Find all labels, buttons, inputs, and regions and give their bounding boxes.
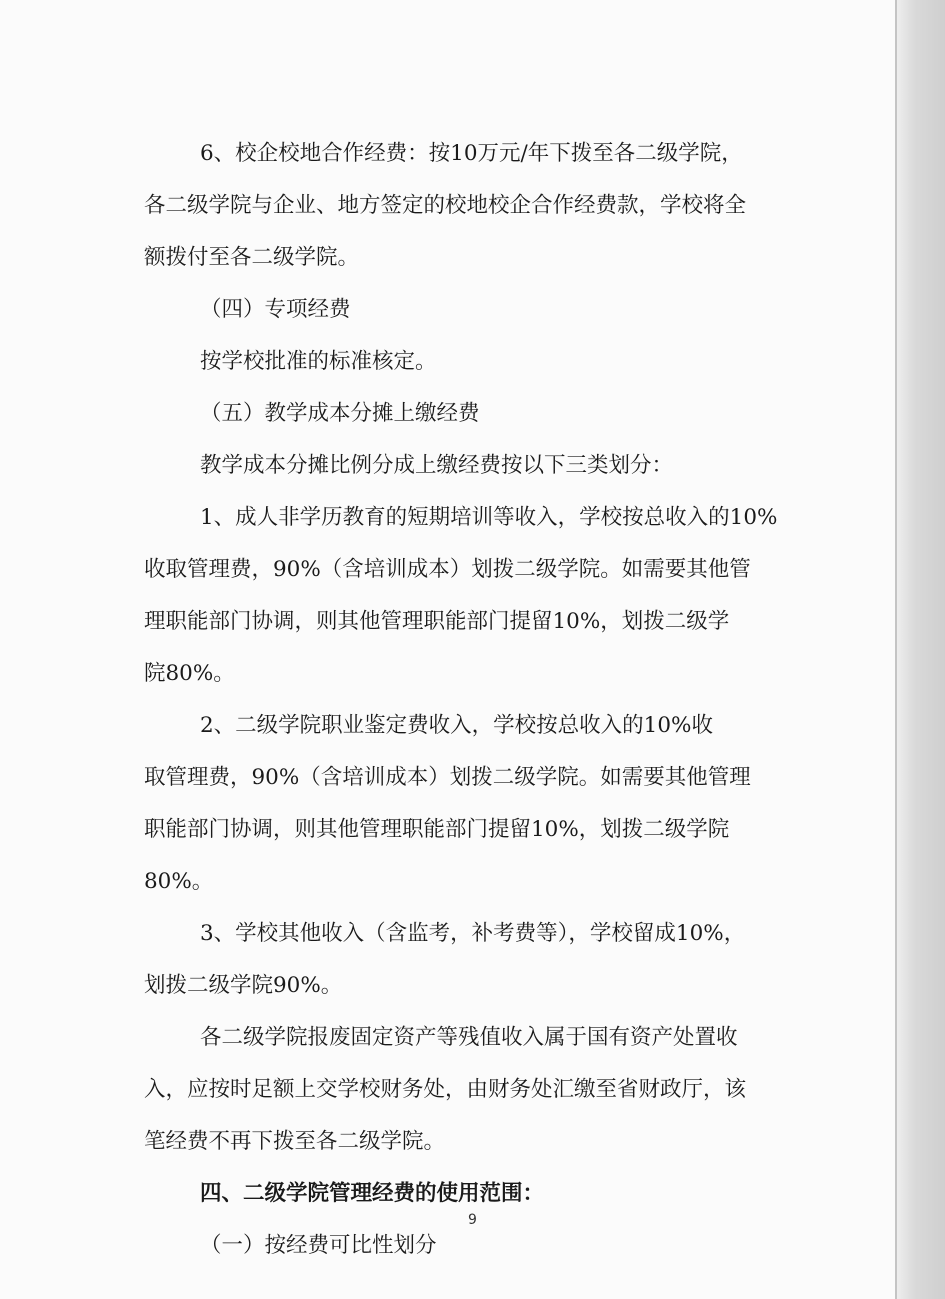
paragraph-line: 80%。 [144,869,214,894]
paragraph-line: 笔经费不再下拨至各二级学院。 [144,1129,446,1154]
scan-edge-shadow [895,0,945,1299]
paragraph-line: 取管理费，90%（含培训成本）划拨二级学院。如需要其他管理 [144,765,751,790]
paragraph-line: 2、二级学院职业鉴定费收入，学校按总收入的10%收 [200,713,713,738]
section-heading: （五）教学成本分摊上缴经费 [200,401,480,426]
paragraph-line: 收取管理费，90%（含培训成本）划拨二级学院。如需要其他管 [144,557,751,582]
paragraph-line: 各二级学院报废固定资产等残值收入属于国有资产处置收 [200,1025,738,1050]
paragraph-line: 教学成本分摊比例分成上缴经费按以下三类划分： [200,453,674,478]
page-number: 9 [468,1212,477,1228]
paragraph-line: 院80%。 [144,661,235,686]
chapter-heading: 四、二级学院管理经费的使用范围： [200,1181,545,1206]
section-heading: （一）按经费可比性划分 [200,1233,437,1258]
paragraph-line: 1、成人非学历教育的短期培训等收入，学校按总收入的10% [200,505,778,530]
paragraph-line: 理职能部门协调，则其他管理职能部门提留10%，划拨二级学 [144,609,730,634]
paragraph-line: 入，应按时足额上交学校财务处，由财务处汇缴至省财政厅，该 [144,1077,747,1102]
document-body [144,128,839,1272]
section-heading: （四）专项经费 [200,297,351,322]
paragraph-line: 职能部门协调，则其他管理职能部门提留10%，划拨二级学院 [144,817,730,842]
paragraph-line: 按学校批准的标准核定。 [200,349,437,374]
paragraph-line: 3、学校其他收入（含监考，补考费等），学校留成10%， [200,921,746,946]
paragraph-line: 额拨付至各二级学院。 [144,245,360,270]
paragraph-line: 6、校企校地合作经费：按10万元/年下拨至各二级学院， [200,141,743,166]
scan-edge-line [895,0,897,1299]
paragraph-line: 划拨二级学院90%。 [144,973,343,998]
paragraph-line: 各二级学院与企业、地方签定的校地校企合作经费款，学校将全 [144,193,747,218]
